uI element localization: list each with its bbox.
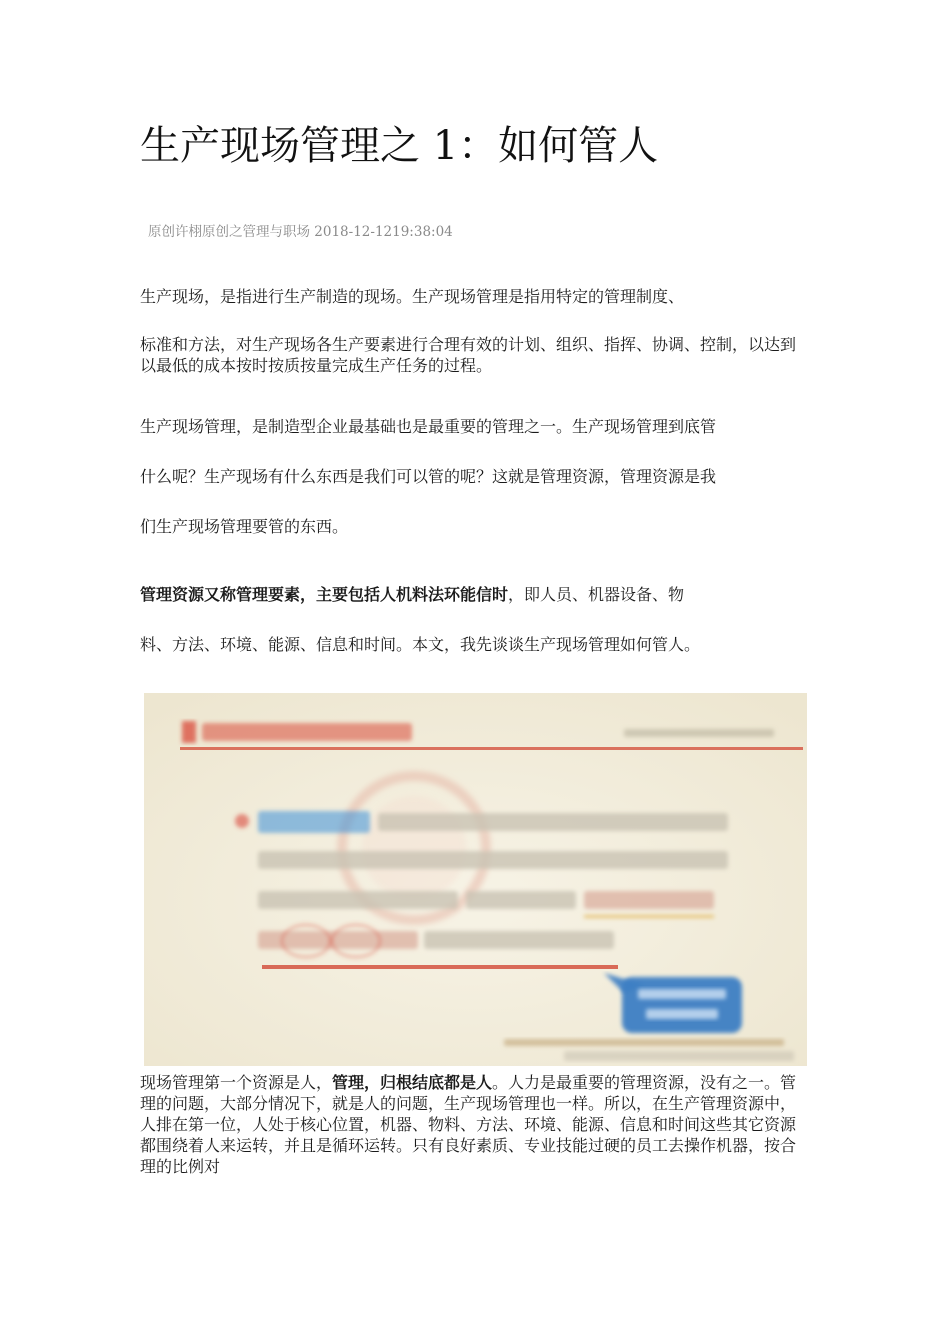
bold-text: 管理，归根结底都是人 xyxy=(332,1073,493,1092)
paragraph: 生产现场管理，是制造型企业最基础也是最重要的管理之一。生产现场管理到底管 xyxy=(140,417,717,436)
paragraph-text: 。人力是最重要的管理资源，没有之一。管理的问题，大部分情况下，就是人的问题，生产现场管理也一样。所以，在生产管理资源中，人排在第一位，人处于核心位置，机器、物料、方法、环境、能源、信息和时间这些其它资源都围绕着人来运转，并且是循环运转。只有良好素质、专业技能过硬的员工去操作机器，按合理的比例对 xyxy=(140,1073,797,1176)
paragraph xyxy=(140,1072,810,1177)
paragraph: 标准和方法，对生产现场各生产要素进行合理有效的计划、组织、指挥、协调、控制，以达到以最低的成本按时按质按量完成生产任务的过程。 xyxy=(140,335,797,375)
paragraph: 什么呢？生产现场有什么东西是我们可以管的呢？这就是管理资源，管理资源是我 xyxy=(140,467,717,486)
paragraph: 们生产现场管理要管的东西。 xyxy=(140,517,349,536)
slide-divider xyxy=(180,747,803,750)
paragraph-text: 现场管理第一个资源是人， xyxy=(140,1073,333,1092)
paragraph-text: ，即人员、机器设备、物 xyxy=(508,585,685,604)
presentation-slide-image xyxy=(144,693,807,1066)
article-title: 生产现场管理之 1：如何管人 xyxy=(140,123,659,169)
bold-text: 管理资源又称管理要素，主要包括人机料法环能信时 xyxy=(140,585,509,604)
paragraph: 料、方法、环境、能源、信息和时间。本文，我先谈谈生产现场管理如何管人。 xyxy=(140,635,701,654)
callout-bubble xyxy=(604,973,742,1033)
paragraph xyxy=(140,584,810,605)
article-image xyxy=(144,693,807,1066)
paragraph: 生产现场，是指进行生产制造的现场。生产现场管理是指用特定的管理制度、 xyxy=(140,287,685,306)
article-meta: 原创许栩原创之管理与职场 2018-12-1219:38:04 xyxy=(148,224,453,240)
highlight-underline xyxy=(262,965,618,969)
